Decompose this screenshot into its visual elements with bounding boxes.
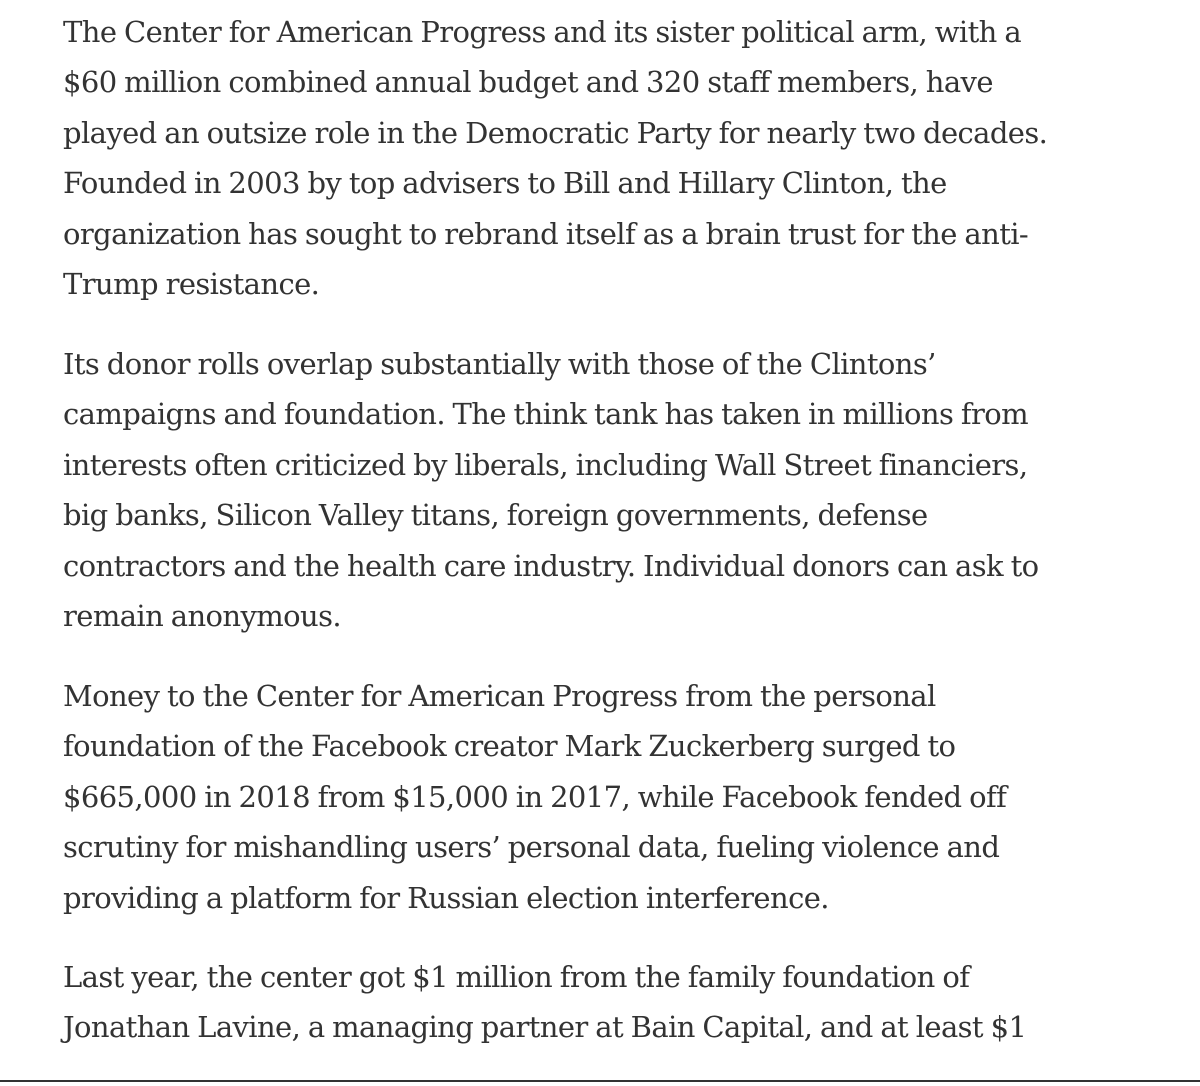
paragraph-line: Its donor rolls overlap substantially with those of the Clintons’ [63,347,936,381]
article-paragraph [63,952,1153,1053]
paragraph-line: big banks, Silicon Valley titans, foreign governments, defense [63,498,928,533]
paragraph-line: The Center for American Progress and its sister political arm, with a [63,15,1022,49]
paragraph-line: interests often criticized by liberals, including Wall Street financiers, [63,447,1028,482]
article-paragraph [63,339,1153,641]
paragraph-line: scrutiny for mishandling users’ personal data, fueling violence and [63,830,1000,865]
paragraph-line: Jonathan Lavine, a managing partner at Bain Capital, and at least $1 [63,1010,1027,1045]
paragraph-line: Last year, the center got $1 million from the family foundation of [63,960,970,994]
paragraph-line: Money to the Center for American Progress from the personal [63,679,936,713]
paragraph-line: organization has sought to rebrand itself as a brain trust for the anti- [63,216,1029,251]
paragraph-line: foundation of the Facebook creator Mark Zuckerberg surged to [63,729,956,764]
paragraph-line: contractors and the health care industry. Individual donors can ask to [63,548,1039,583]
article-paragraph [63,671,1153,923]
bottom-divider [0,1080,1200,1082]
paragraph-line: $60 million combined annual budget and 320 staff members, have [63,65,993,100]
article-paragraph [63,7,1153,309]
paragraph-line: Trump resistance. [63,267,320,302]
paragraph-line: $665,000 in 2018 from $15,000 in 2017, while Facebook fended off [63,779,1007,814]
paragraph-line: remain anonymous. [63,599,342,634]
paragraph-line: providing a platform for Russian election interference. [63,880,829,915]
paragraph-line: campaigns and foundation. The think tank has taken in millions from [63,397,1029,432]
paragraph-line: Founded in 2003 by top advisers to Bill and Hillary Clinton, the [63,166,947,201]
paragraph-line: played an outsize role in the Democratic Party for nearly two decades. [63,115,1048,150]
